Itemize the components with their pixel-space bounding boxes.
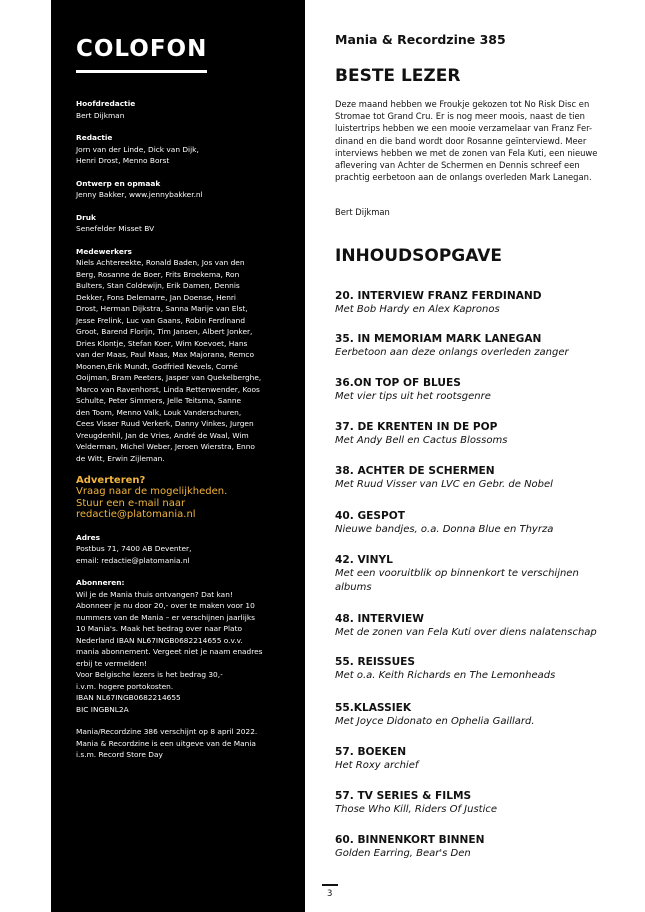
toc-item-title: 57. BOEKEN <box>335 746 407 758</box>
intro-line: interviews hebben we met de zonen van Fela Kuti, een nieuwe <box>335 147 598 158</box>
footer-line: Mania/Recordzine 386 verschijnt op 8 april 2022. <box>76 727 258 737</box>
page-number-rule <box>322 884 338 886</box>
toc-item[interactable] <box>335 833 635 861</box>
section-line: Henri Drost, Menno Borst <box>76 156 170 165</box>
toc-subtitle-line: Met Joyce Didonato en Ophelia Gaillard. <box>335 716 535 727</box>
toc-subtitle-line: Met Bob Hardy en Alex Kapronos <box>335 304 500 315</box>
section-line: van der Maas, Paul Maas, Max Majorana, Remco <box>76 350 254 359</box>
toc-item[interactable] <box>335 376 635 404</box>
section-line: mania abonnement. Vergeet niet je naam enadres <box>76 647 263 657</box>
toc-item[interactable] <box>335 612 635 640</box>
toc-subtitle-line: Het Roxy archief <box>335 760 419 771</box>
section-line: Dekker, Fons Delemarre, Jan Doense, Henri <box>76 292 236 302</box>
section-line: Niels Achtereekte, Ronald Baden, Jos van den <box>76 258 245 267</box>
section-line: den Toom, Menno Valk, Louk Vanderschuren, <box>76 407 242 417</box>
toc-subtitle-line: Nieuwe bandjes, o.a. Donna Blue en Thyrza <box>335 524 554 535</box>
toc-item[interactable] <box>335 509 635 537</box>
intro-signature: Bert Dijkman <box>335 207 390 217</box>
toc-item-subtitle <box>335 567 635 595</box>
toc-item-subtitle <box>335 390 635 404</box>
advert-line: Vraag naar de mogelijkheden. <box>76 486 228 498</box>
email-link[interactable]: email: redactie@platomania.nl <box>76 555 190 565</box>
colofon-section-adres <box>76 532 298 567</box>
section-line: IBAN NL67INGB0682214655 <box>76 693 181 703</box>
toc-subtitle-line: Met de zonen van Fela Kuti over diens nalatenschap <box>335 627 597 638</box>
advertising-notice <box>76 475 298 521</box>
toc-subtitle-line: Met vier tips uit het rootsgenre <box>335 391 491 402</box>
page-number: 3 <box>327 889 333 899</box>
section-line: Cees Visser Ruud Verkerk, Danny Vinkes, Jurgen <box>76 419 254 428</box>
toc-item-subtitle <box>335 669 635 683</box>
colofon-section-medewerkers <box>76 246 298 465</box>
intro-line: Deze maand hebben we Froukje gekozen tot No Risk Disc en <box>335 99 590 109</box>
section-line: Groot, Barend Florijn, Tim Jansen, Albert Jonker, <box>76 327 253 336</box>
advert-email-link[interactable]: redactie@platomania.nl <box>76 509 196 521</box>
toc-item-subtitle <box>335 803 635 817</box>
colofon-section-abonneren <box>76 577 298 715</box>
section-line: Schulte, Peter Simmers, Jelle Teitsma, Sanne <box>76 396 242 405</box>
section-line: Voor Belgische lezers is het bedrag 30,- <box>76 670 223 680</box>
colofon-underline <box>76 70 207 73</box>
toc-item[interactable] <box>335 464 635 492</box>
section-line: nummers van de Mania – er verschijnen jaarlijks <box>76 612 255 622</box>
toc-subtitle-line: Met Ruud Visser van LVC en Gebr. de Nobel <box>335 479 553 490</box>
section-line: Berg, Rosanne de Boer, Frits Broekema, Ron <box>76 269 240 279</box>
toc-item-title: 60. BINNENKORT BINNEN <box>335 834 485 846</box>
intro-line: dinand en die band wordt door Rosanne geïnterviewd. Meer <box>335 135 587 146</box>
colofon-title: COLOFON <box>76 36 208 62</box>
footer-line: Mania & Recordzine is een uitgeve van de Mania <box>76 738 256 748</box>
section-line: Bulters, Stan Coldewijn, Erik Damen, Dennis <box>76 281 240 290</box>
section-line: Abonneer je nu door 20,- over te maken voor 10 <box>76 601 255 611</box>
section-label: Abonneren: <box>76 578 125 588</box>
toc-subtitle-line: Met een vooruitblik op binnenkort te verschijnen <box>335 568 579 579</box>
toc-item[interactable] <box>335 655 635 683</box>
colofon-footer <box>76 726 298 761</box>
toc-subtitle-line: Golden Earring, Bear's Den <box>335 848 471 859</box>
section-label: Ontwerp en opmaak <box>76 178 161 188</box>
toc-subtitle-line: Eerbetoon aan deze onlangs overleden zanger <box>335 347 569 358</box>
toc-item[interactable] <box>335 420 635 448</box>
section-line: 10 Mania's. Maak het bedrag over naar Plato <box>76 624 243 634</box>
toc-item-subtitle <box>335 346 635 360</box>
toc-item[interactable] <box>335 289 635 317</box>
toc-item-subtitle <box>335 478 635 492</box>
toc-item[interactable] <box>335 701 635 729</box>
colofon-section-hoofdredactie <box>76 98 298 121</box>
section-line: de Witt, Erwin Zijleman. <box>76 453 165 463</box>
toc-item[interactable] <box>335 553 635 595</box>
section-label: Medewerkers <box>76 246 132 256</box>
advert-label: Adverteren? <box>76 475 146 486</box>
toc-subtitle-line: Met o.a. Keith Richards en The Lemonheads <box>335 670 556 681</box>
toc-item-subtitle <box>335 523 635 537</box>
toc-item-subtitle <box>335 626 635 640</box>
section-line: Jorn van der Linde, Dick van Dijk, <box>76 144 199 154</box>
toc-item-title: 38. ACHTER DE SCHERMEN <box>335 465 495 477</box>
intro-text <box>335 98 625 183</box>
footer-line: i.s.m. Record Store Day <box>76 750 163 760</box>
toc-subtitle-line: Met Andy Bell en Cactus Blossoms <box>335 435 508 446</box>
toc-item[interactable] <box>335 332 635 360</box>
section-line: Jenny Bakker, www.jennybakker.nl <box>76 190 203 199</box>
section-line: Bert Dijkman <box>76 110 125 120</box>
toc-item-subtitle <box>335 303 635 317</box>
intro-line: Stromae tot Grand Cru. Er is nog meer moois, naast de tien <box>335 111 585 122</box>
colofon-section-druk <box>76 212 298 235</box>
section-line: Wil je de Mania thuis ontvangen? Dat kan! <box>76 589 233 599</box>
magazine-title: Mania & Recordzine 385 <box>335 32 506 47</box>
intro-line: luistertrips hebben we een mooie verzamelaar van Franz Fer- <box>335 123 593 134</box>
section-line: Vreugdenhil, Jan de Vries, André de Waal, Wim <box>76 430 249 440</box>
toc-subtitle-line: albums <box>335 582 372 593</box>
toc-subtitle-line: Those Who Kill, Riders Of Justice <box>335 804 498 815</box>
section-label: Hoofdredactie <box>76 99 136 108</box>
toc-item-title: 57. TV SERIES & FILMS <box>335 790 472 802</box>
colofon-section-ontwerp <box>76 178 298 201</box>
colofon-body <box>76 98 298 772</box>
section-line: erbij te vermelden! <box>76 658 148 668</box>
section-line: Moonen,Erik Mundt, Godfried Nevels, Corné <box>76 361 238 371</box>
section-line: Senefelder Misset BV <box>76 224 155 233</box>
toc-item[interactable] <box>335 745 635 773</box>
toc-item-title: 35. IN MEMORIAM MARK LANEGAN <box>335 333 542 345</box>
toc-heading: INHOUDSOPGAVE <box>335 246 503 266</box>
section-line: Marco van Ravenhorst, Linda Rettenwender, Koos <box>76 384 260 394</box>
section-line: Ooijman, Bram Peeters, Jasper van Quekelberghe, <box>76 373 262 382</box>
toc-item-subtitle <box>335 434 635 448</box>
toc-item-title: 40. GESPOT <box>335 510 406 522</box>
toc-item-subtitle <box>335 847 635 861</box>
section-line: Nederland IBAN NL67INGB0682214655 o.v.v. <box>76 635 243 645</box>
section-line: Postbus 71, 7400 AB Deventer, <box>76 544 192 554</box>
advert-line: Stuur een e-mail naar <box>76 497 186 509</box>
section-line: i.v.m. hogere portokosten. <box>76 681 174 691</box>
section-line: Velderman, Michel Weber, Jeroen Wierstra, Enno <box>76 442 255 451</box>
toc-item-subtitle <box>335 759 635 773</box>
intro-heading: BESTE LEZER <box>335 66 461 86</box>
toc-item-subtitle <box>335 715 635 729</box>
section-line: Jesse Frelink, Luc van Gaans, Robin Ferdinand <box>76 315 246 325</box>
intro-line: prachtig eerbetoon aan de onlangs overleden Mark Lanegan. <box>335 172 592 183</box>
toc-item-title: 48. INTERVIEW <box>335 613 424 625</box>
section-line: Dries Klontje, Stefan Koer, Wim Koevoet, Hans <box>76 338 248 348</box>
section-line: Drost, Herman Dijkstra, Sanna Marije van Elst, <box>76 304 248 313</box>
toc-item[interactable] <box>335 789 635 817</box>
colofon-section-redactie <box>76 132 298 167</box>
section-line: BIC INGBNL2A <box>76 704 129 714</box>
toc-item-title: 55. REISSUES <box>335 656 416 668</box>
section-label: Druk <box>76 212 96 222</box>
section-label: Redactie <box>76 133 113 142</box>
toc-item-title: 36.ON TOP OF BLUES <box>335 377 461 389</box>
section-label: Adres <box>76 532 101 542</box>
toc-item-title: 42. VINYL <box>335 554 393 566</box>
intro-line: aflevering van Achter de Schermen en Dennis schreef een <box>335 160 580 171</box>
toc-item-title: 55.KLASSIEK <box>335 702 412 714</box>
toc-item-title: 20. INTERVIEW FRANZ FERDINAND <box>335 290 542 302</box>
toc-item-title: 37. DE KRENTEN IN DE POP <box>335 421 498 433</box>
